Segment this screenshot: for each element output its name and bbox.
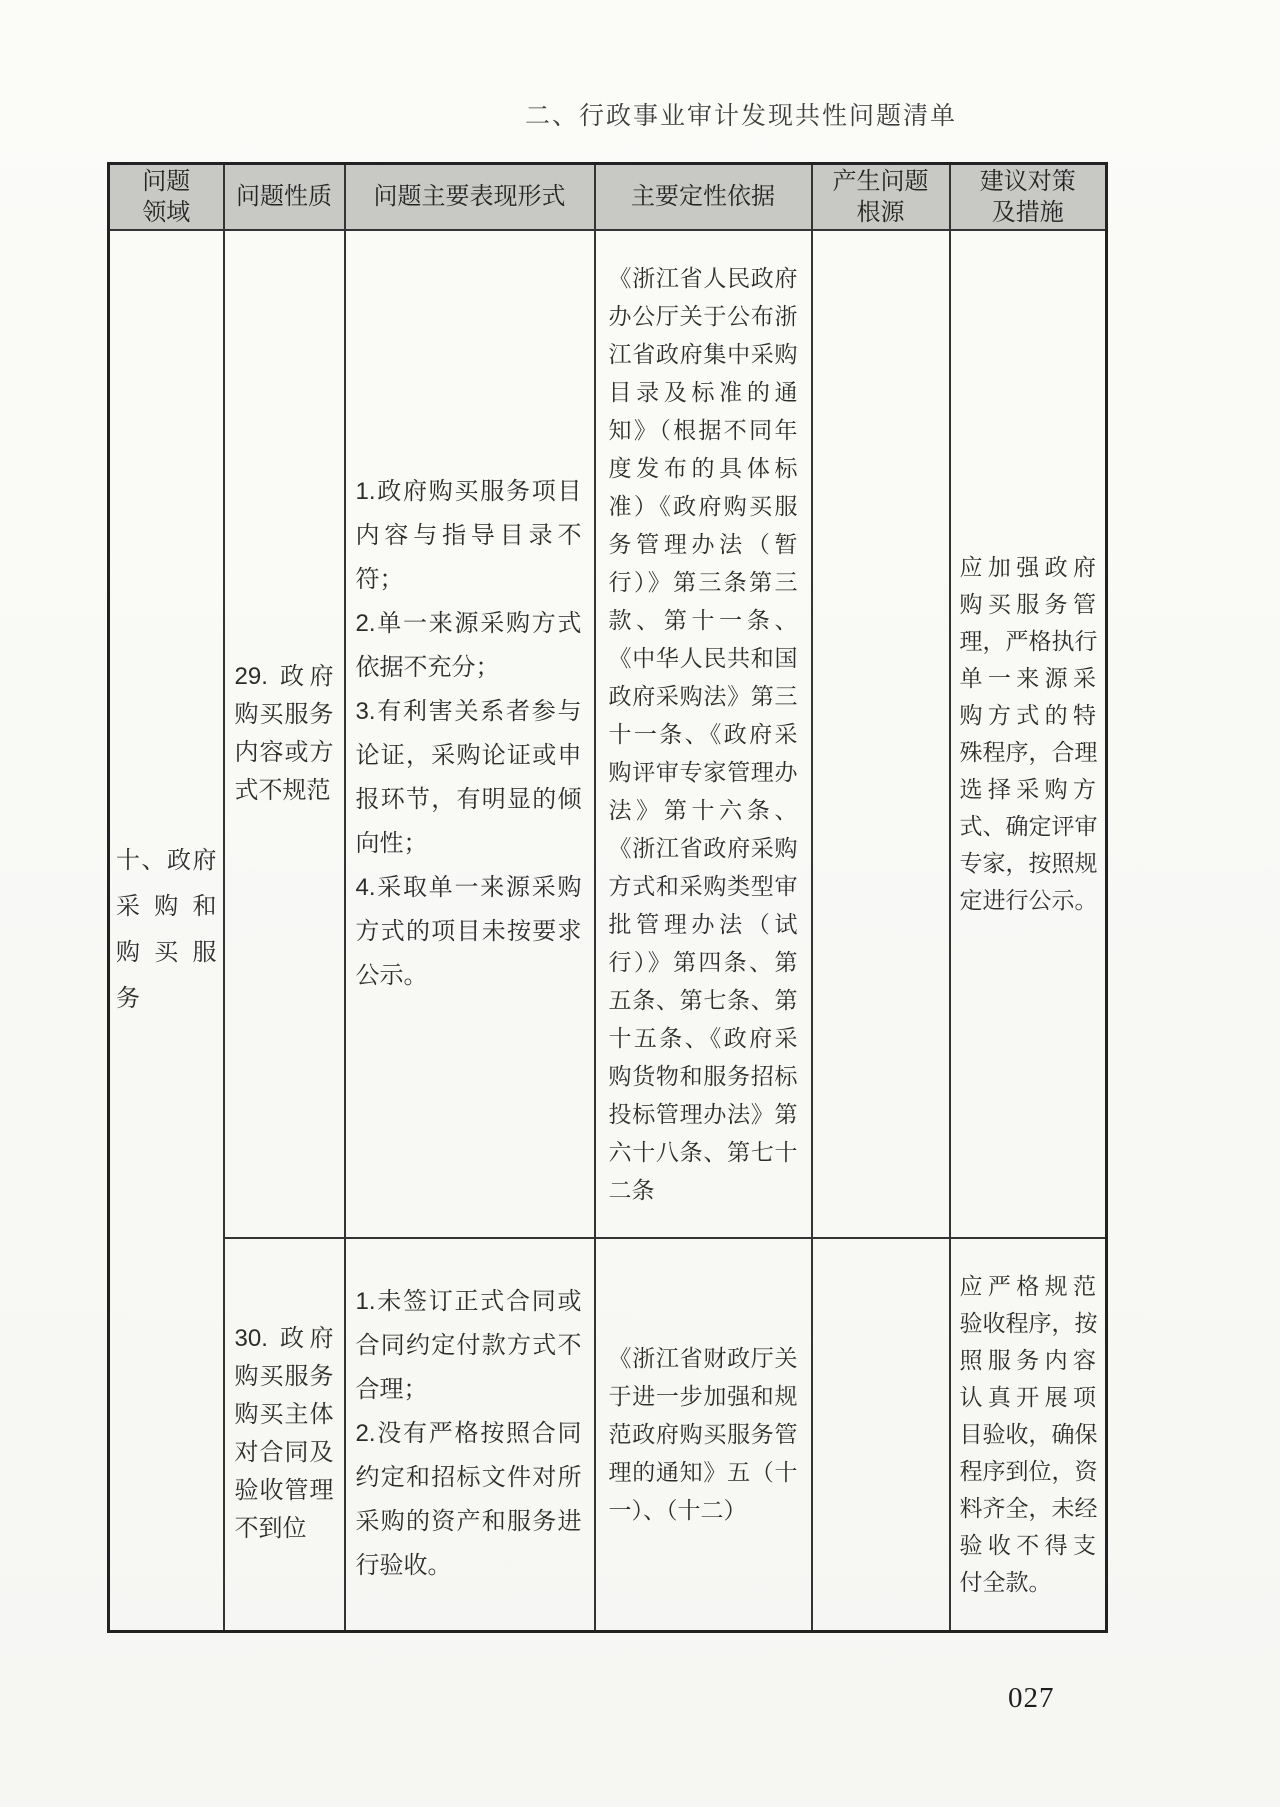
audit-issues-table bbox=[107, 162, 1108, 1633]
header-root-cause: 产生问题 根源 bbox=[812, 164, 950, 230]
cell-issue-29-legal-basis: 《浙江省人民政府办公厅关于公布浙江省政府集中采购目录及标准的通知》（根据不同年度发布的具体标准）《政府购买服务管理办法（暂行）》第三条第三款、第十一条、《中华人民共和国政府采购法》第三十一条、《政府采购评审专家管理办法》第十六条、《浙江省政府采购方式和采购类型审批管理办法（试行）》第四条、第五条、第七条、第十五条、《政府采购货物和服务招标投标管理办法》第六十八条、第七十二条 bbox=[595, 230, 812, 1238]
cell-issue-29-root-cause bbox=[812, 230, 950, 1238]
page-number: 027 bbox=[1008, 1682, 1055, 1714]
cell-issue-29-advice: 应加强政府 购买服务管 理，严格执行 单一来源采 购方式的特 殊程序，合理 选择采购方 式、确定评审 专家，按照规 定进行公示。 bbox=[950, 230, 1107, 1238]
page-header-title: 二、行政事业审计发现共性问题清单 bbox=[524, 102, 957, 130]
cell-issue-area: 十、政府 采购和 购买服 务 bbox=[109, 230, 224, 1632]
table-header-row bbox=[109, 164, 1107, 230]
header-issue-nature: 问题性质 bbox=[224, 164, 345, 230]
cell-issue-29-forms: 1.政府购买服务项目内容与指导目录不符； 2.单一来源采购方式依据不充分； 3.有利害关系者参与论证，采购论证或申报环节，有明显的倾向性； 4.采取单一来源采购方式的项目未按要求公示。 bbox=[345, 230, 595, 1238]
cell-issue-30-legal-basis: 《浙江省财政厅关于进一步加强和规范政府购买服务管理的通知》五（十一）、（十二） bbox=[595, 1238, 812, 1632]
cell-issue-30-root-cause bbox=[812, 1238, 950, 1632]
cell-issue-30-forms: 1.未签订正式合同或合同约定付款方式不合理； 2.没有严格按照合同约定和招标文件对所采购的资产和服务进行验收。 bbox=[345, 1238, 595, 1632]
cell-issue-30-advice: 应严格规范 验收程序，按 照服务内容 认真开展项 目验收，确保 程序到位，资 料齐全，未经 验收不得支 付全款。 bbox=[950, 1238, 1107, 1632]
header-legal-basis: 主要定性依据 bbox=[595, 164, 812, 230]
table-row-issue-29 bbox=[109, 230, 1107, 1238]
cell-issue-30-nature: 30. 政府 购买服务 购买主体 对合同及 验收管理 不到位 bbox=[224, 1238, 345, 1632]
table-row-issue-30 bbox=[109, 1238, 1107, 1632]
header-issue-area: 问题 领域 bbox=[109, 164, 224, 230]
header-countermeasures: 建议对策 及措施 bbox=[950, 164, 1107, 230]
header-main-forms: 问题主要表现形式 bbox=[345, 164, 595, 230]
cell-issue-29-nature: 29. 政府 购买服务 内容或方 式不规范 bbox=[224, 230, 345, 1238]
